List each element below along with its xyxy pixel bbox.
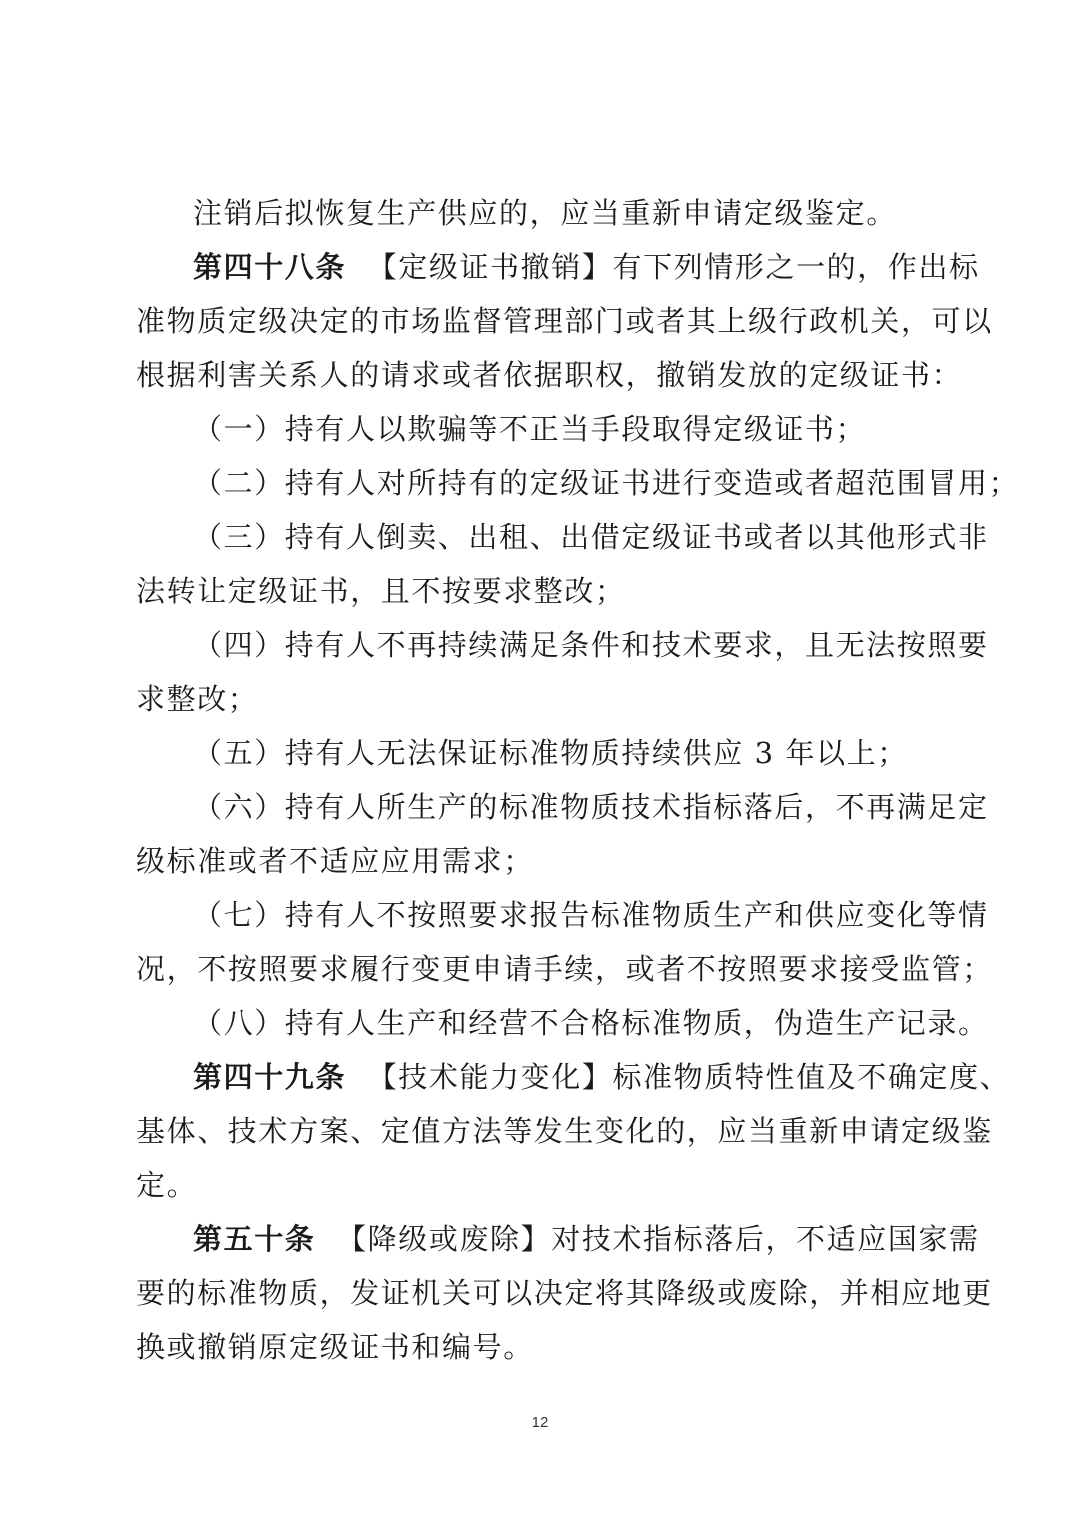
text-line: 准物质定级决定的市场监督管理部门或者其上级行政机关，可以 bbox=[136, 304, 993, 338]
text-line: 基体、技术方案、定值方法等发生变化的，应当重新申请定级鉴 bbox=[136, 1114, 993, 1148]
article-title: 【降级或废除】 bbox=[337, 1222, 552, 1256]
article-49-line bbox=[193, 1050, 1010, 1104]
list-item: （三）持有人倒卖、出租、出借定级证书或者以其他形式非 bbox=[193, 520, 989, 554]
text-line: 定。 bbox=[136, 1168, 198, 1202]
list-item: （二）持有人对所持有的定级证书进行变造或者超范围冒用； bbox=[193, 466, 1020, 500]
list-item: （八）持有人生产和经营不合格标准物质，伪造生产记录。 bbox=[193, 1006, 989, 1040]
article-heading: 第四十九条 bbox=[193, 1060, 347, 1094]
text-line: 要的标准物质，发证机关可以决定将其降级或废除，并相应地更 bbox=[136, 1276, 993, 1310]
text-line: 法转让定级证书，且不按要求整改； bbox=[136, 574, 626, 608]
article-heading: 第五十条 bbox=[193, 1222, 316, 1256]
list-item: （一）持有人以欺骗等不正当手段取得定级证书； bbox=[193, 412, 867, 446]
text-line: 况，不按照要求履行变更申请手续，或者不按照要求接受监管； bbox=[136, 952, 993, 986]
article-48-line bbox=[193, 240, 980, 294]
list-item: （四）持有人不再持续满足条件和技术要求，且无法按照要 bbox=[193, 628, 989, 662]
list-item: （七）持有人不按照要求报告标准物质生产和供应变化等情 bbox=[193, 898, 989, 932]
article-50-line bbox=[193, 1212, 980, 1266]
article-text: 有下列情形之一的，作出标 bbox=[612, 250, 980, 284]
text-line: 求整改； bbox=[136, 682, 259, 716]
article-text: 对技术指标落后，不适应国家需 bbox=[551, 1222, 980, 1256]
article-title: 【技术能力变化】 bbox=[367, 1060, 613, 1094]
list-item: （五）持有人无法保证标准物质持续供应 3 年以上； bbox=[193, 736, 908, 770]
page-number: 12 bbox=[531, 1414, 549, 1431]
text-line: 注销后拟恢复生产供应的，应当重新申请定级鉴定。 bbox=[193, 196, 897, 230]
list-item: （六）持有人所生产的标准物质技术指标落后，不再满足定 bbox=[193, 790, 989, 824]
text-line: 级标准或者不适应应用需求； bbox=[136, 844, 534, 878]
article-heading: 第四十八条 bbox=[193, 250, 347, 284]
text-line: 根据利害关系人的请求或者依据职权，撤销发放的定级证书： bbox=[136, 358, 963, 392]
text-line: 换或撤销原定级证书和编号。 bbox=[136, 1330, 534, 1364]
article-text: 标准物质特性值及不确定度、 bbox=[612, 1060, 1011, 1094]
article-title: 【定级证书撤销】 bbox=[367, 250, 613, 284]
